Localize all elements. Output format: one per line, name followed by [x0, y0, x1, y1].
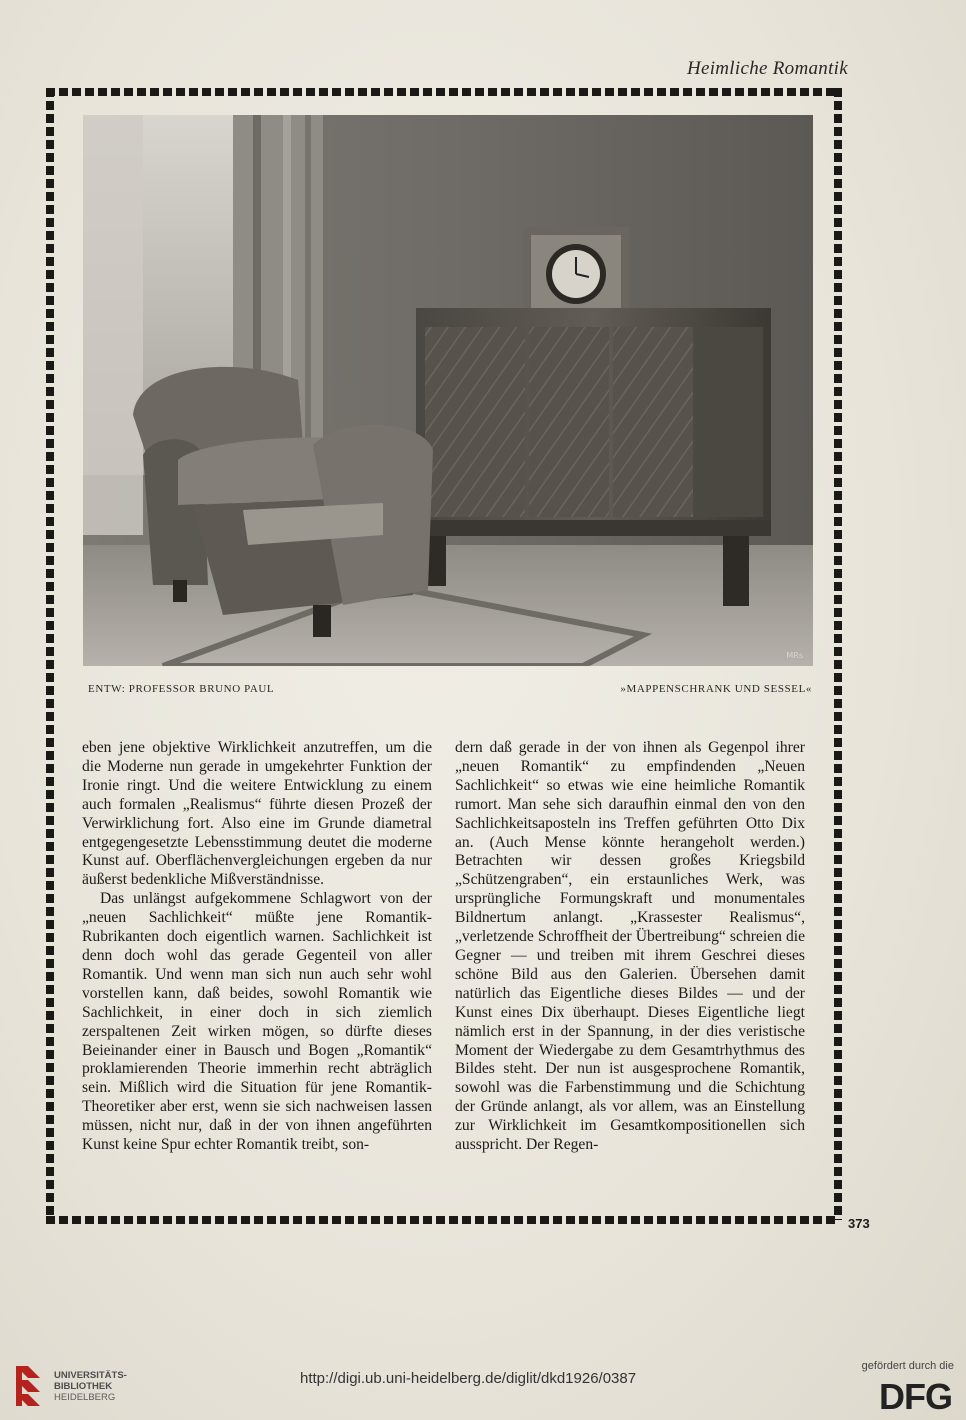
digitization-footer	[0, 1350, 966, 1420]
figure-caption-title: »MAPPENSCHRANK UND SESSEL«	[620, 683, 812, 695]
permalink-url[interactable]: http://digi.ub.uni-heidelberg.de/diglit/dkd1926/0387	[300, 1370, 637, 1387]
photographer-mark: MRs	[786, 651, 803, 660]
frame-left-border	[46, 88, 54, 1220]
university-library-logo-icon	[12, 1362, 44, 1406]
photo-illustration	[83, 115, 813, 666]
frame-right-border	[834, 88, 842, 1220]
dfg-logo: DFG	[879, 1376, 952, 1417]
funding-label: gefördert durch die	[861, 1360, 954, 1372]
text-column-right	[455, 739, 805, 1155]
running-title: Heimliche Romantik	[686, 58, 848, 79]
page-number: 373	[848, 1216, 870, 1231]
paragraph: dern daß gerade in der von ihnen als Gegenpol ihrer „neuen Romantik“ zu empfindenden „Neuen Sachlichkeit“ so etwas wie eine heimliche Romantik rumort. Man sehe sich daraufhin einmal den von den Sachlichkeitsaposteln ins Treffen geführten Otto Dix an. (Auch Mense könnte herangeholt werden.) Betrachten wir dessen großes Kriegsbild „Schützengraben“, ein erstaunliches Werk, was ursprüngliche Formungskraft und monumentales Bildnertum anlangt. „Krassester Realismus“, „verletzende Schroffheit der Übertreibung“ schreien die Gegner — und treiben mit ihrem Geschrei dieses schöne Bild aus den Galerien. Übersehen damit natürlich das Eigentliche dieses Bildes — und der Kunst eines Dix überhaupt. Dieses Eigentliche liegt nämlich erst in der Spannung, in der dies veristische Moment der Wiedergabe zu dem Gesamtrhythmus des Bildes steht. Der nun ist ausgesprochene Romantik, sowohl was die Farbenstimmung und die Schichtung der Gründe anlangt, als vor allem, was an Einstellung zur Wirklichkeit im Gesamtkompositionellen sich ausspricht. Der Regen-	[455, 739, 805, 1154]
paragraph: eben jene objektive Wirklichkeit anzutreffen, um die die Moderne nun gerade in umgekehrter Funktion der Ironie ringt. Und die weitere Entwicklung zu einem auch formalen „Realismus“ führte diesen Prozeß der Verwirklichung fort. Also eine im Grunde diametral entgegengesetzte Lebensstimmung deutet die moderne Kunst auf. Oberflächenvergleichungen ergeben da nur äußerst bedenkliche Mißverständnisse.	[82, 739, 432, 889]
furniture-photograph	[83, 115, 813, 666]
frame-bottom-border	[46, 1216, 838, 1224]
frame-top-border	[46, 88, 838, 96]
paragraph: Das unlängst aufgekommene Schlagwort von der „neuen Sachlichkeit“ müßte jene Romantik-Rubrikanten doch eigentlich warnen. Sachlichkeit ist denn doch wohl das gerade Gegenteil von aller Romantik. Und wenn man sich nun auch sehr wohl vorstellen kann, daß beides, sowohl Romantik wie Sachlichkeit, in einer doch in sich ziemlich zerspaltenen Zeit wirken mögen, so dürfte dieses Beieinander einer in Bausch und Bogen „Romantik“ proklamierenden Theorie immerhin recht abträglich sein. Mißlich wird die Situation für jene Romantik-Theoretiker aber erst, wenn sie sich nachweisen lassen müssen, nicht nur, daß in der von ihnen angeführten Kunst keine Spur echter Romantik treibt, son-	[82, 890, 432, 1154]
text-column-left	[82, 739, 432, 1155]
figure-caption-designer: ENTW: PROFESSOR BRUNO PAUL	[88, 683, 275, 695]
library-name: UNIVERSITÄTS- BIBLIOTHEK HEIDELBERG	[54, 1370, 127, 1403]
